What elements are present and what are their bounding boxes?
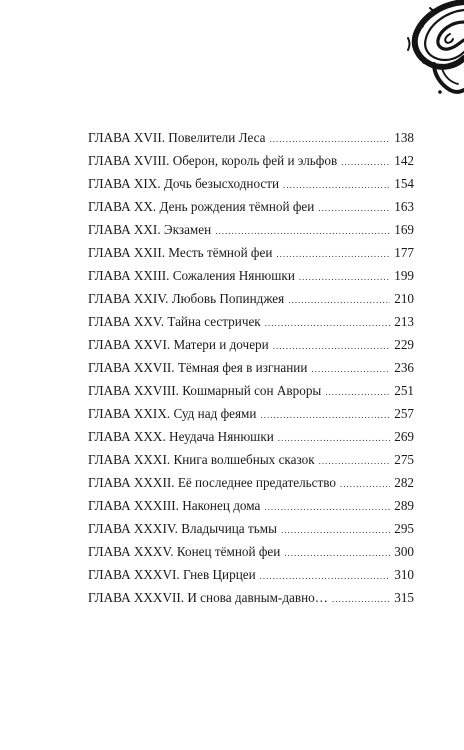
toc-entry-title: ГЛАВА XXXVII. И снова давным-давно…	[88, 590, 328, 605]
toc-entry-31[interactable]	[88, 448, 414, 471]
toc-entry-page: 199	[394, 268, 414, 283]
toc-entry-page: 236	[394, 360, 414, 375]
toc-entry-title: ГЛАВА XXI. Экзамен	[88, 222, 212, 237]
toc-entry-17[interactable]	[88, 126, 414, 149]
toc-leader-dots	[341, 151, 390, 174]
toc-entry-title: ГЛАВА XXXIII. Наконец дома	[88, 498, 261, 513]
toc-leader-dots	[288, 289, 390, 312]
toc-entry-page: 310	[394, 567, 414, 582]
toc-entry-24[interactable]	[88, 287, 414, 310]
toc-leader-dots	[318, 197, 390, 220]
toc-entry-page: 142	[394, 153, 414, 168]
toc-entry-title: ГЛАВА XXVII. Тёмная фея в изгнании	[88, 360, 308, 375]
toc-entry-page: 210	[394, 291, 414, 306]
toc-entry-title: ГЛАВА XXXII. Её последнее предательство	[88, 475, 337, 490]
toc-entry-35[interactable]	[88, 540, 414, 563]
toc-entry-page: 315	[394, 590, 414, 605]
toc-entry-title: ГЛАВА XXVIII. Кошмарный сон Авроры	[88, 383, 322, 398]
toc-entry-title: ГЛАВА XXXI. Книга волшебных сказок	[88, 452, 315, 467]
toc-entry-title: ГЛАВА XXX. Неудача Нянюшки	[88, 429, 274, 444]
table-of-contents	[88, 126, 414, 609]
toc-entry-title: ГЛАВА XIX. Дочь безысходности	[88, 176, 280, 191]
toc-leader-dots	[319, 450, 391, 473]
toc-entry-title: ГЛАВА XXII. Месть тёмной феи	[88, 245, 273, 260]
toc-entry-36[interactable]	[88, 563, 414, 586]
toc-entry-20[interactable]	[88, 195, 414, 218]
toc-entry-title: ГЛАВА XXXV. Конец тёмной феи	[88, 544, 281, 559]
toc-entry-page: 295	[394, 521, 414, 536]
toc-entry-page: 154	[394, 176, 414, 191]
toc-leader-dots	[260, 404, 390, 427]
toc-leader-dots	[325, 381, 390, 404]
toc-entry-32[interactable]	[88, 471, 414, 494]
toc-entry-page: 251	[394, 383, 414, 398]
toc-leader-dots	[332, 588, 390, 611]
toc-entry-page: 213	[394, 314, 414, 329]
toc-entry-26[interactable]	[88, 333, 414, 356]
toc-entry-title: ГЛАВА XVII. Повелители Леса	[88, 130, 266, 145]
toc-entry-25[interactable]	[88, 310, 414, 333]
toc-entry-21[interactable]	[88, 218, 414, 241]
toc-entry-page: 138	[394, 130, 414, 145]
toc-entry-title: ГЛАВА XVIII. Оберон, король фей и эльфов	[88, 153, 338, 168]
toc-entry-28[interactable]	[88, 379, 414, 402]
toc-entry-34[interactable]	[88, 517, 414, 540]
toc-entry-title: ГЛАВА XXVI. Матери и дочери	[88, 337, 269, 352]
toc-leader-dots	[273, 335, 391, 358]
toc-entry-title: ГЛАВА XXV. Тайна сестричек	[88, 314, 261, 329]
toc-entry-37[interactable]	[88, 586, 414, 609]
toc-entry-30[interactable]	[88, 425, 414, 448]
toc-entry-18[interactable]	[88, 149, 414, 172]
toc-leader-dots	[284, 542, 390, 565]
toc-entry-page: 275	[394, 452, 414, 467]
toc-entry-title: ГЛАВА XXIX. Суд над феями	[88, 406, 257, 421]
toc-leader-dots	[215, 220, 390, 243]
toc-leader-dots	[264, 496, 390, 519]
toc-entry-19[interactable]	[88, 172, 414, 195]
toc-entry-page: 177	[394, 245, 414, 260]
toc-entry-23[interactable]	[88, 264, 414, 287]
toc-entry-page: 169	[394, 222, 414, 237]
toc-leader-dots	[299, 266, 390, 289]
toc-entry-title: ГЛАВА XX. День рождения тёмной феи	[88, 199, 315, 214]
toc-entry-page: 300	[394, 544, 414, 559]
toc-entry-page: 257	[394, 406, 414, 421]
toc-entry-22[interactable]	[88, 241, 414, 264]
toc-entry-33[interactable]	[88, 494, 414, 517]
toc-entry-title: ГЛАВА XXXIV. Владычица тьмы	[88, 521, 277, 536]
toc-leader-dots	[278, 427, 390, 450]
toc-entry-page: 229	[394, 337, 414, 352]
toc-leader-dots	[311, 358, 390, 381]
toc-leader-dots	[283, 174, 390, 197]
toc-entry-title: ГЛАВА XXIII. Сожаления Нянюшки	[88, 268, 295, 283]
toc-entry-page: 289	[394, 498, 414, 513]
toc-leader-dots	[265, 312, 391, 335]
toc-entry-27[interactable]	[88, 356, 414, 379]
corner-ornament-icon	[400, 0, 464, 100]
toc-entry-page: 163	[394, 199, 414, 214]
toc-entry-page: 269	[394, 429, 414, 444]
toc-leader-dots	[276, 243, 390, 266]
toc-leader-dots	[260, 565, 391, 588]
toc-entry-title: ГЛАВА XXXVI. Гнев Цирцеи	[88, 567, 256, 582]
toc-leader-dots	[270, 128, 391, 151]
toc-leader-dots	[281, 519, 390, 542]
toc-entry-29[interactable]	[88, 402, 414, 425]
toc-entry-page: 282	[394, 475, 414, 490]
toc-leader-dots	[340, 473, 390, 496]
toc-entry-title: ГЛАВА XXIV. Любовь Попинджея	[88, 291, 285, 306]
